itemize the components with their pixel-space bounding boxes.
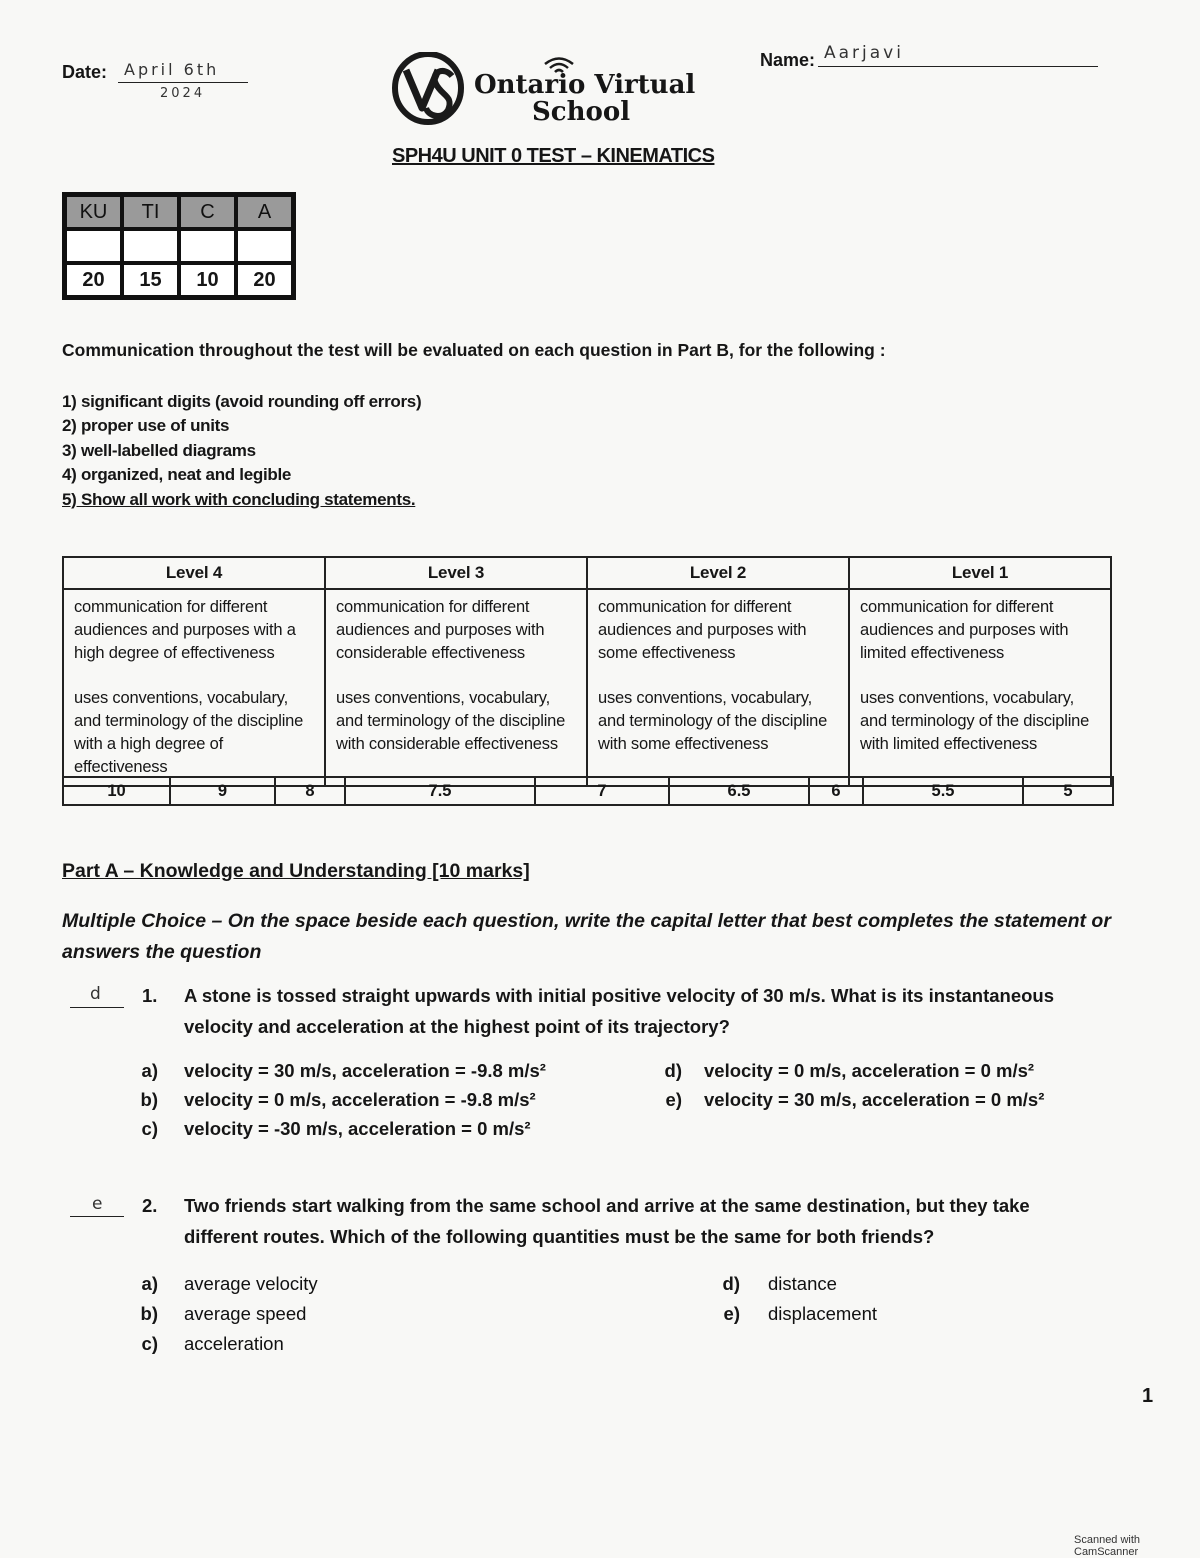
- rubric-score: 9: [170, 777, 275, 805]
- q2-option-c-letter: c): [141, 1333, 158, 1354]
- rubric-conventions-level-1: uses conventions, vocabulary, and terminology of the discipline with limited effectiveness: [860, 689, 1090, 753]
- rubric-score: 5.5: [863, 777, 1023, 805]
- page-title: SPH4U UNIT 0 TEST – KINEMATICS: [392, 145, 715, 167]
- rubric-score: 7.5: [345, 777, 535, 805]
- rubric-score: 6.5: [669, 777, 809, 805]
- communication-intro-end: , for the following :: [729, 340, 886, 360]
- answer-blank-q1[interactable]: [70, 1007, 124, 1008]
- criterion-3: 3) well-labelled diagrams: [62, 441, 256, 460]
- answer-blank-q2[interactable]: [70, 1216, 124, 1217]
- q1-option-b: velocity = 0 m/s, acceleration = -9.8 m/s²: [184, 1089, 536, 1110]
- marks-total-c: 10: [181, 265, 234, 295]
- marks-summary-table: [62, 192, 296, 300]
- marks-total-ti: 15: [124, 265, 177, 295]
- rubric-audience-level-3: communication for different audiences and purposes with considerable effectiveness: [336, 598, 545, 662]
- q1-option-c: velocity = -30 m/s, acceleration = 0 m/s²: [184, 1118, 531, 1139]
- q1-option-e-letter: e): [665, 1089, 682, 1110]
- q1-option-a-letter: a): [141, 1060, 158, 1081]
- q1-option-b-letter: b): [140, 1089, 158, 1110]
- criterion-5: 5) Show all work with concluding statements.: [62, 490, 416, 509]
- rubric-score: 5: [1023, 777, 1113, 805]
- marks-total-ku: 20: [67, 265, 120, 295]
- question-text-1: A stone is tossed straight upwards with initial positive velocity of 30 m/s. What is its instantaneous velocity and acceleration at the highest point of its trajectory?: [184, 985, 1055, 1037]
- q2-option-d-letter: d): [722, 1273, 740, 1294]
- question-number-2: 2.: [142, 1195, 158, 1216]
- marks-header-ku: KU: [67, 197, 120, 227]
- rubric-conventions-level-4: uses conventions, vocabulary, and terminology of the discipline with a high degree of effectiveness: [74, 689, 304, 776]
- date-underline: [118, 82, 248, 83]
- date-label: Date:: [62, 62, 108, 82]
- marks-total-a: 20: [238, 265, 291, 295]
- part-b-keyword: Part B: [677, 340, 730, 360]
- answer-handwritten-q1: d: [90, 984, 104, 1004]
- rubric-level-4: Level 4: [63, 557, 325, 589]
- rubric-cell: [63, 589, 325, 786]
- rubric-audience-level-4: communication for different audiences and purposes with a high degree of effectiveness: [74, 598, 296, 662]
- rubric-cell: [849, 589, 1111, 786]
- answer-handwritten-q2: e: [92, 1194, 106, 1214]
- name-underline: [818, 66, 1098, 67]
- marks-score-c: [181, 231, 234, 261]
- rubric-level-1: Level 1: [849, 557, 1111, 589]
- question-number-1: 1.: [142, 985, 158, 1006]
- page-number: 1: [1142, 1385, 1154, 1407]
- rubric-conventions-level-3: uses conventions, vocabulary, and terminology of the discipline with considerable effectiveness: [336, 689, 566, 753]
- school-logo-icon: [392, 52, 466, 126]
- criterion-1: 1) significant digits (avoid rounding off errors): [62, 392, 422, 411]
- q1-option-d-letter: d): [664, 1060, 682, 1081]
- communication-intro: [62, 340, 886, 361]
- q2-option-e: displacement: [768, 1303, 878, 1324]
- communication-rubric-table: [62, 556, 1112, 787]
- q1-option-a: velocity = 30 m/s, acceleration = -9.8 m/s²: [184, 1060, 546, 1081]
- scanner-footer: Scanned with CamScanner: [1074, 1534, 1141, 1558]
- multiple-choice-instructions: Multiple Choice – On the space beside each question, write the capital letter that best completes the statement or answers the question: [62, 910, 1111, 963]
- q2-option-b: average speed: [184, 1303, 307, 1324]
- q1-option-c-letter: c): [141, 1118, 158, 1139]
- school-name-line2: School: [532, 97, 631, 127]
- q2-option-e-letter: e): [723, 1303, 740, 1324]
- marks-header-c: C: [181, 197, 234, 227]
- rubric-level-3: Level 3: [325, 557, 587, 589]
- rubric-conventions-level-2: uses conventions, vocabulary, and terminology of the discipline with some effectiveness: [598, 689, 828, 753]
- marks-score-ti: [124, 231, 177, 261]
- name-handwritten: Aarjavi: [824, 43, 904, 63]
- criterion-2: 2) proper use of units: [62, 416, 230, 435]
- q2-option-d: distance: [768, 1273, 837, 1294]
- date-handwritten: April 6th: [124, 60, 220, 79]
- name-label: Name:: [760, 50, 816, 70]
- marks-score-ku: [67, 231, 120, 261]
- marks-header-a: A: [238, 197, 291, 227]
- communication-intro-text: throughout the test will be evaluated on each question in: [194, 340, 678, 360]
- question-text-2: Two friends start walking from the same school and arrive at the same destination, but they take different routes. Which of the following quantities must be the same for both friends?: [184, 1195, 1030, 1247]
- rubric-cell: [325, 589, 587, 786]
- rubric-score: 10: [63, 777, 170, 805]
- part-a-heading: Part A – Knowledge and Understanding [10 marks]: [62, 860, 530, 882]
- q1-option-d: velocity = 0 m/s, acceleration = 0 m/s²: [704, 1060, 1035, 1081]
- rubric-score: 7: [535, 777, 669, 805]
- q2-option-c: acceleration: [184, 1333, 284, 1354]
- rubric-audience-level-2: communication for different audiences and purposes with some effectiveness: [598, 598, 807, 662]
- communication-keyword: Communication: [62, 340, 195, 360]
- criterion-4: 4) organized, neat and legible: [62, 465, 292, 484]
- marks-header-ti: TI: [124, 197, 177, 227]
- q2-option-a: average velocity: [184, 1273, 318, 1294]
- rubric-score: 8: [275, 777, 345, 805]
- rubric-audience-level-1: communication for different audiences and purposes with limited effectiveness: [860, 598, 1069, 662]
- school-name-line1: Ontario Virtual: [474, 70, 696, 100]
- year-handwritten: 2024: [160, 86, 206, 101]
- rubric-score: 6: [809, 777, 863, 805]
- rubric-level-2: Level 2: [587, 557, 849, 589]
- q1-option-e: velocity = 30 m/s, acceleration = 0 m/s²: [704, 1089, 1045, 1110]
- rubric-cell: [587, 589, 849, 786]
- q2-option-b-letter: b): [140, 1303, 158, 1324]
- marks-score-a: [238, 231, 291, 261]
- q2-option-a-letter: a): [141, 1273, 158, 1294]
- rubric-score-row: [62, 776, 1114, 806]
